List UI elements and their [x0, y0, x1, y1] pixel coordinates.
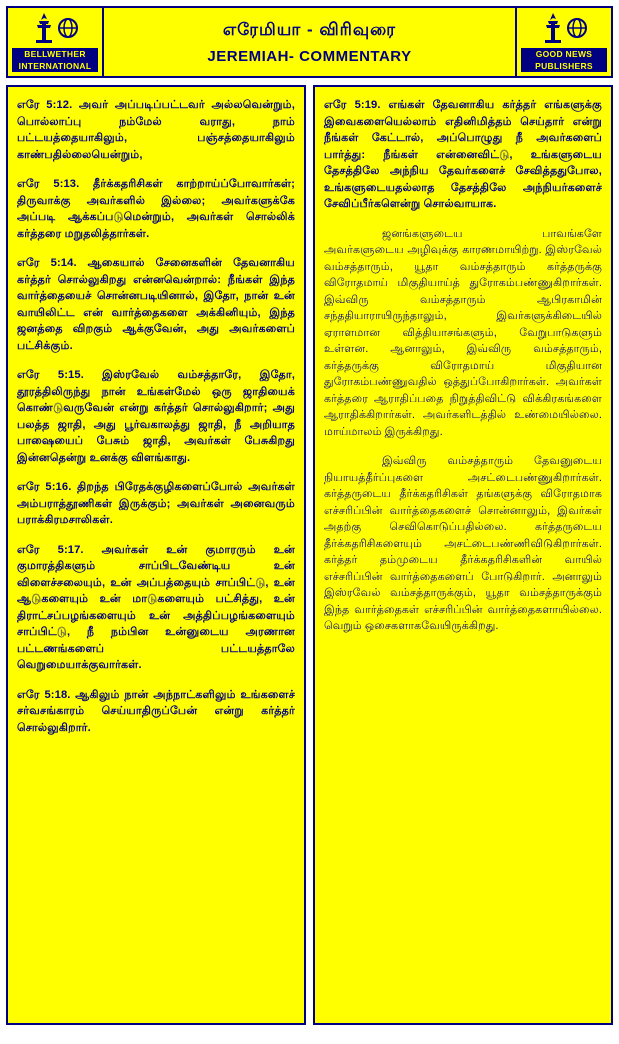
commentary-body	[6, 85, 613, 1025]
verse-paragraph: எரே 5:19. எங்கள் தேவனாகிய கர்த்தர் எங்களுக்கு இவைகளையெல்லாம் எதினிமித்தம் செய்தார் என்று நீங்கள் கேட்டால், அப்பொழுது நீ அவர்களைப் பார்த்து: நீங்கள் என்னைவிட்டு, உங்களுடைய தேசத்திலே அந்நிய தேவர்களைச் சேவித்ததுபோல, உங்களுடையதல்லாத தேசத்திலே அந்நியர்களைச் சேவிப்பீர்களென்று சொல்வாயாக.	[324, 99, 602, 210]
globe-icon	[58, 16, 78, 45]
page-title-block	[104, 8, 515, 76]
commentary-paragraph: இவ்விரு வம்சத்தாரும் தேவனுடைய நியாயத்தீர்ப்புகளை அசட்டைபண்ணுகிறார்கள். கர்த்தருடைய தீர்க்கதரிசிகள் தங்களுக்கு விரோதமாக எச்சரிப்பின் வார்த்தைகளைச் சொன்னாலும், இவர்கள் அதற்கு செவிகொடுப்பதில்லை. கர்த்தருடைய தீர்க்கதரிசிகளையும் அசட்டைபண்ணிவிடுகிறார்கள். கர்த்தர் தம்முடைய தீர்க்கதரிசிகளின் வாயில் எச்சரிப்பின் வார்த்தைகளைப் போடுகிறார். அனாலும் இஸ்ரவேல் வம்சத்தாருக்கும், யூதா வம்சத்தாருக்கும் இந்த வார்த்தைகள் எச்சரிப்பின் வார்த்தைகளாயில்லை. வெறும் ஒசைகளாகவேயிருக்கிறது.	[324, 455, 602, 632]
verse-paragraph: எரே 5:18. ஆகிலும் நான் அந்நாட்களிலும் உங்களைச் சர்வசங்காரம் செய்யாதிருப்பேன் என்று கர்த்தர் சொல்லுகிறார்.	[17, 688, 295, 734]
verse-paragraph: எரே 5:15. இஸ்ரவேல் வம்சத்தாரே, இதோ, தூரத்திலிருந்து நான் உங்கள்மேல் ஒரு ஜாதியைக் கொண்டுவருவேன் என்று கர்த்தர் சொல்லுகிறார்; அது பலத்த ஜாதி, அது பூர்வகாலத்து ஜாதி, நீ அறியாத பாஷையைப் பேசும் ஜாதி, அவர்கள் பேசுகிறது இன்னதென்று உனக்கு விளங்காது.	[17, 369, 295, 464]
verse-paragraph: எரே 5:16. திறந்த பிரேதக்குழிகளைப்போல் அவர்கள் அம்பராத்தூணிகள் இருக்கும்; அவர்கள் அனைவரும் பராக்கிரமசாலிகள்.	[17, 481, 295, 526]
bellwether-logo-line1: BELLWETHER	[12, 48, 98, 60]
bellwether-logo-line2: INTERNATIONAL	[12, 60, 98, 72]
left-column	[6, 85, 306, 1025]
verse-paragraph: எரே 5:12. அவர் அப்படிப்பட்டவர் அல்லவென்றும், பொல்லாப்பு நம்மேல் வராது, நாம் பட்டயத்தையாகிலும், பஞ்சத்தையாகிலும் காண்பதில்லையென்றும்,	[17, 99, 295, 161]
bellwether-international-logo	[8, 8, 104, 76]
torch-icon	[542, 13, 564, 48]
good-news-publishers-logo	[515, 8, 611, 76]
globe-icon	[567, 16, 587, 45]
logo-emblem-row	[10, 13, 100, 48]
good-news-logo-line1: GOOD NEWS	[521, 48, 607, 60]
verse-paragraph: எரே 5:14. ஆகையால் சேனைகளின் தேவனாகிய கர்த்தர் சொல்லுகிறது என்னவென்றால்: நீங்கள் இந்த வார்த்தையைச் சொன்னபடியினால், இதோ, நான் உன் வாயிலிட்ட என் வார்த்தைகளை அக்கினியும், இந்த ஜனத்தை விறகும் ஆக்குவேன், அது அவர்களைப் பட்சிக்கும்.	[17, 257, 295, 352]
page-title-english: JEREMIAH- COMMENTARY	[207, 47, 412, 65]
verse-paragraph: எரே 5:13. தீர்க்கதரிசிகள் காற்றாய்ப்போவார்கள்; திருவாக்கு அவர்களில் இல்லை; அவர்களுக்கே அப்படி ஆக்கப்படுமென்றும், அவர்கள் சொல்லிக் கர்த்தரை மறுதலித்தார்கள்.	[17, 178, 295, 240]
commentary-paragraph: ஜனங்களுடைய பாவங்களே அவர்களுடைய அழிவுக்கு காரணமாயிற்று. இஸ்ரவேல் வம்சத்தாரும், யூதா வம்சத்தாரும் கர்த்தருக்கு விரோதமாய் மிகுதியாய்த் துரோகம்பண்ணுகிறார்கள். இவ்விரு வம்சத்தாரும் ஆபிரகாமின் சந்ததியாராயிருந்தாலும், இவர்களுக்கிடையில் ஏராளமான வித்தியாசங்களும், வேறுபாடுகளும் உள்ளன. ஆனாலும், இவ்விரு வம்சத்தாரும், கர்த்தருக்கு விரோதமாய் மிகுதியான துரோகம்பண்ணுவதில் ஒத்துப்போகிறார்கள். அவர்கள் கர்த்தரை ஆராதிப்பதை நிறுத்திவிட்டு விக்கிரகங்களை ஆராதிக்கிறார்கள். அவர்களிடத்தில் உண்மையில்லை. மாய்மாலம் இருக்கிறது.	[324, 227, 602, 438]
verse-paragraph: எரே 5:17. அவர்கள் உன் குமாரரும் உன் குமாரத்திகளும் சாப்பிடவேண்டிய உன் விளைச்சலையும், உன் அப்பத்தையும் சாப்பிட்டு, உன் ஆடுகளையும் உன் மாடுகளையும் பட்சித்து, உன் திராட்சப்பழங்களையும் உன் அத்திப்பழங்களையும் சாப்பிட்டு, நீ நம்பின உன்னுடைய அரணான பட்டணங்களைப் பட்டயத்தாலே வெறுமையாக்குவார்கள்.	[17, 543, 295, 671]
page-header	[6, 6, 613, 78]
page-title-tamil: எரேமியா - விரிவுரை	[222, 19, 397, 39]
right-column	[313, 85, 613, 1025]
good-news-logo-line2: PUBLISHERS	[521, 60, 607, 72]
logo-emblem-row-right	[519, 13, 609, 48]
torch-icon	[33, 13, 55, 48]
